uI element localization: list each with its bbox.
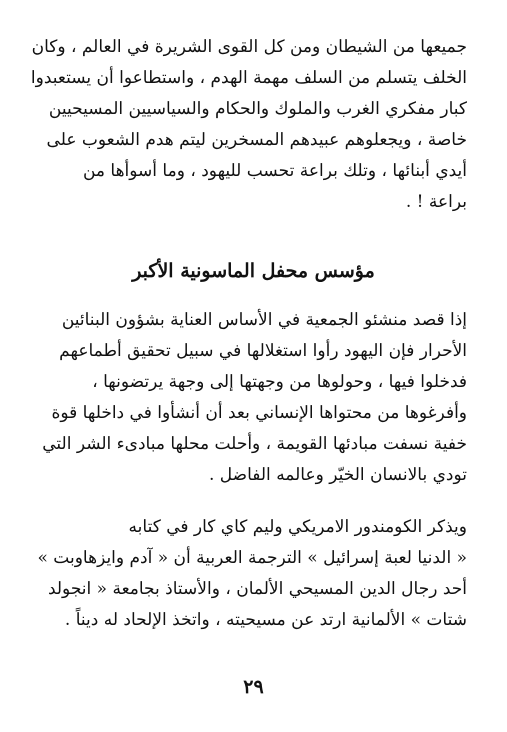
paragraph-carr bbox=[37, 512, 467, 636]
text-line: خفية نسفت مبادئها القويمة ، وأحلت محلها مبادىء الشر التي bbox=[42, 434, 467, 454]
paragraph-freemasons bbox=[42, 305, 467, 491]
text-line: وأفرغوها من محتواها الإنساني بعد أن أنشأوا في داخلها قوة bbox=[51, 403, 467, 423]
text-line: كبار مفكري الغرب والملوك والحكام والسياسيين المسيحيين bbox=[48, 99, 467, 119]
section-heading: مؤسس محفل الماسونية الأكبر bbox=[132, 260, 375, 282]
text-line: فدخلوا فيها ، وحولوها من وجهتها إلى وجهة يرتضونها ، bbox=[92, 372, 467, 392]
text-line: براعة ! . bbox=[405, 192, 467, 212]
text-line: أيدي أبنائها ، وتلك براعة تحسب لليهود ، وما أسوأها من bbox=[82, 161, 467, 181]
text-line: الأحرار فإن اليهود رأوا استغلالها في سبيل تحقيق أطماعهم bbox=[59, 341, 467, 361]
text-line: تودي بالانسان الخيّر وعالمه الفاضل . bbox=[208, 465, 467, 485]
text-line: ويذكر الكومندور الامريكي وليم كاي كار في كتابه bbox=[128, 517, 467, 537]
text-line: إذا قصد منشئو الجمعية في الأساس العناية بشؤون البنائين bbox=[61, 310, 467, 330]
text-line: الخلف يتسلم من السلف مهمة الهدم ، واستطاعوا أن يستعبدوا bbox=[30, 68, 467, 88]
text-line: أحد رجال الدين المسيحي الألمان ، والأستاذ بجامعة « انجولد bbox=[47, 579, 467, 599]
paragraph-intro bbox=[30, 32, 467, 218]
text-line: جميعها من الشيطان ومن كل القوى الشريرة في العالم ، وكان bbox=[31, 37, 467, 57]
text-line: « الدنيا لعبة إسرائيل » الترجمة العربية أن « آدم وايزهاوبت » bbox=[37, 548, 467, 568]
text-line: خاصة ، ويجعلوهم عبيدهم المسخرين ليتم هدم الشعوب على bbox=[46, 130, 467, 150]
text-line: شتات » الألمانية ارتد عن مسيحيته ، واتخذ الإلحاد له ديناً . bbox=[64, 610, 467, 630]
page-number: ٢٩ bbox=[243, 676, 264, 698]
